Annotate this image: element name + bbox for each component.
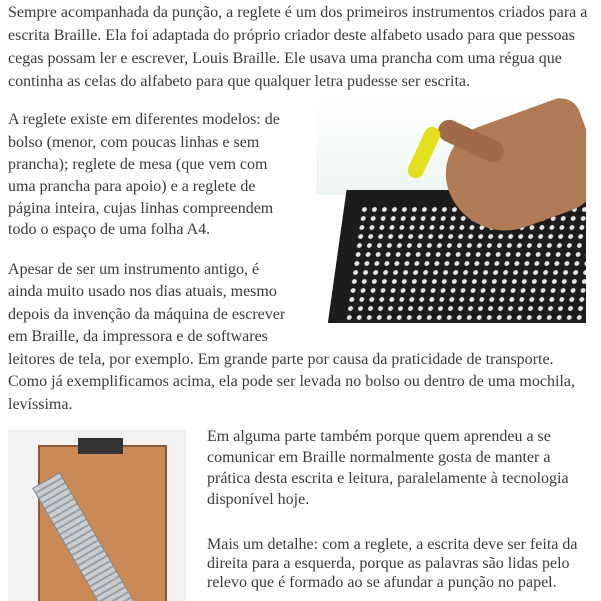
- text-line: ainda muito usado nos dias atuais, mesmo: [8, 283, 277, 300]
- text-line: direita para a esquerda, porque as palavras são lidas pelo: [207, 555, 570, 572]
- text-line: uma prancha para apoio) e a reglete de: [8, 178, 256, 195]
- text-line: levíssima.: [8, 396, 73, 413]
- text-line: disponível hoje.: [207, 491, 310, 508]
- photo-reglete-de-mesa: [8, 430, 186, 601]
- photo-hand-writing-braille: [316, 95, 586, 323]
- text-line: bolso (menor, com poucas linhas e sem: [8, 134, 260, 151]
- board-clip: [78, 438, 123, 454]
- text-line: relevo que é formado ao se afundar a punção no papel.: [207, 574, 557, 591]
- text-line: depois da invenção da máquina de escrever: [8, 306, 286, 323]
- text-line: leitores de tela, por exemplo. Em grande parte por causa da praticidade de transporte.: [8, 351, 554, 368]
- text-line: Sempre acompanhada da punção, a reglete é um dos primeiros instrumentos criados para a: [8, 4, 588, 21]
- text-line: Apesar de ser um instrumento antigo, é: [8, 261, 260, 278]
- text-line: Como já exemplificamos acima, ela pode ser levada no bolso ou dentro de uma mochila,: [8, 373, 575, 390]
- text-line: prática desta escrita e leitura, paralelamente à tecnologia: [207, 470, 569, 487]
- braille-cells: [344, 205, 586, 320]
- text-line: todo o espaço de uma folha A4.: [8, 221, 211, 238]
- text-line: A reglete existe em diferentes modelos: de: [8, 111, 280, 128]
- text-line: continha as celas do alfabeto para que qualquer letra pudesse ser escrita.: [8, 73, 471, 90]
- text-line: escrita Braille. Ela foi adaptada do próprio criador deste alfabeto usado para que pessoas: [8, 27, 575, 44]
- text-line: Mais um detalhe: com a reglete, a escrita deve ser feita da: [207, 536, 578, 553]
- text-line: comunicar em Braille normalmente gosta de manter a: [207, 449, 551, 466]
- text-line: em Braille, da impressora e de softwares: [8, 328, 268, 345]
- text-line: Em alguma parte também porque quem aprendeu a se: [207, 428, 551, 445]
- text-line: página inteira, cujas linhas compreendem: [8, 200, 274, 217]
- text-line: prancha); reglete de mesa (que vem com: [8, 156, 268, 173]
- text-line: cegas possam ler e escrever, Louis Braille. Ele usava uma prancha com uma régua que: [8, 50, 562, 67]
